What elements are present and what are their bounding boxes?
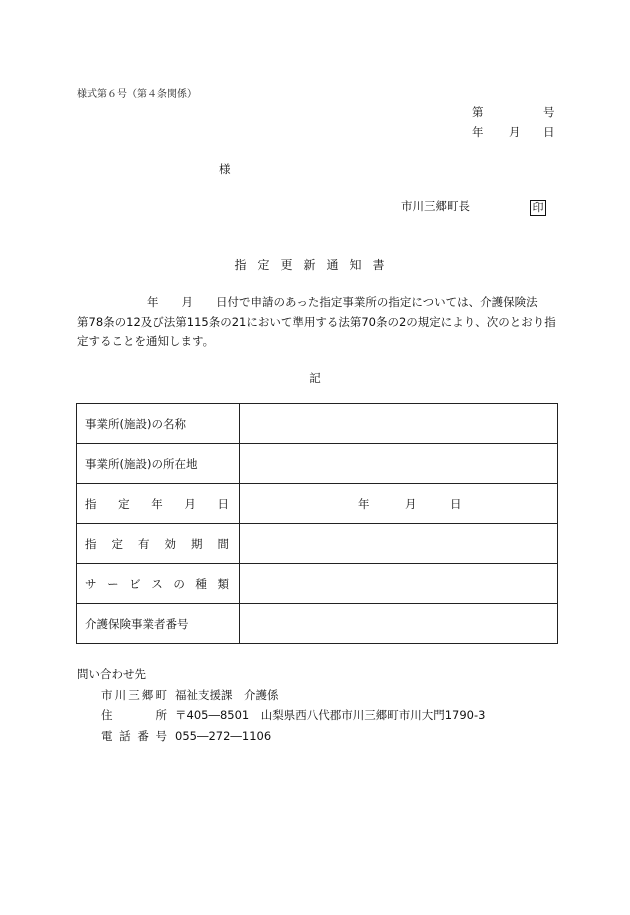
- row-label-designation-date: 指定年月日: [77, 484, 240, 524]
- row-label-provider-number: 介護保険事業者番号: [77, 604, 240, 644]
- row-value-facility-name: [240, 404, 558, 444]
- body-line-1: 年 月 日付で申請のあった指定事業所の指定については、介護保険法: [147, 295, 538, 309]
- row-value-facility-address: [240, 444, 558, 484]
- row-value-service-type: [240, 564, 558, 604]
- issue-date-day: 日: [543, 125, 555, 139]
- document-title: 指定更新通知書: [234, 258, 396, 272]
- contact-phone-row: [77, 726, 485, 747]
- row-label-validity-period: 指定有効期間: [77, 524, 240, 564]
- table-row: [77, 404, 558, 444]
- row-label-facility-name: 事業所(施設)の名称: [77, 404, 240, 444]
- contact-phone-value: 055―272―1106: [175, 728, 272, 743]
- row-value-provider-number: [240, 604, 558, 644]
- contact-org-label: 市川三郷町: [101, 687, 167, 702]
- body-line-2: 第78条の12及び法第115条の21において準用する法第70条の2の規定により、次のとおり指: [77, 314, 556, 329]
- seal-mark: 印: [530, 200, 546, 216]
- doc-number-prefix: 第: [472, 105, 484, 119]
- note-heading: 記: [309, 371, 321, 385]
- issue-date-month: 月: [509, 125, 521, 139]
- table-row: [77, 524, 558, 564]
- designation-date-month: 月: [405, 496, 417, 511]
- row-value-designation-date: [240, 484, 558, 524]
- details-table: [76, 403, 558, 644]
- contact-address-value: 〒405―8501 山梨県西八代郡市川三郷町市川大門1790-3: [175, 708, 486, 722]
- table-row: [77, 564, 558, 604]
- body-line-3: 定することを通知します。: [77, 334, 215, 348]
- contact-phone-label: 電話番号: [101, 728, 167, 743]
- designation-date-year: 年: [358, 496, 370, 511]
- issue-date-year: 年: [472, 125, 484, 139]
- issuer-name: 市川三郷町長: [401, 199, 470, 213]
- table-row: [77, 484, 558, 524]
- doc-number-suffix: 号: [543, 105, 555, 119]
- row-value-validity-period: [240, 524, 558, 564]
- table-row: [77, 604, 558, 644]
- row-label-facility-address: 事業所(施設)の所在地: [77, 444, 240, 484]
- contact-heading: 問い合わせ先: [77, 667, 146, 681]
- body-paragraph: [77, 293, 559, 352]
- addressee-suffix: 様: [219, 162, 231, 176]
- contact-org-value: 福祉支援課 介護係: [175, 687, 279, 702]
- designation-date-day: 日: [450, 496, 462, 511]
- contact-address-label: 住所: [101, 708, 167, 722]
- row-label-service-type: サービスの種類: [77, 564, 240, 604]
- form-number: 様式第６号（第４条関係）: [77, 89, 197, 100]
- contact-section: [77, 664, 485, 746]
- seal-box: [530, 196, 546, 216]
- contact-org-row: [77, 685, 485, 706]
- contact-address-row: [77, 705, 485, 726]
- table-row: [77, 444, 558, 484]
